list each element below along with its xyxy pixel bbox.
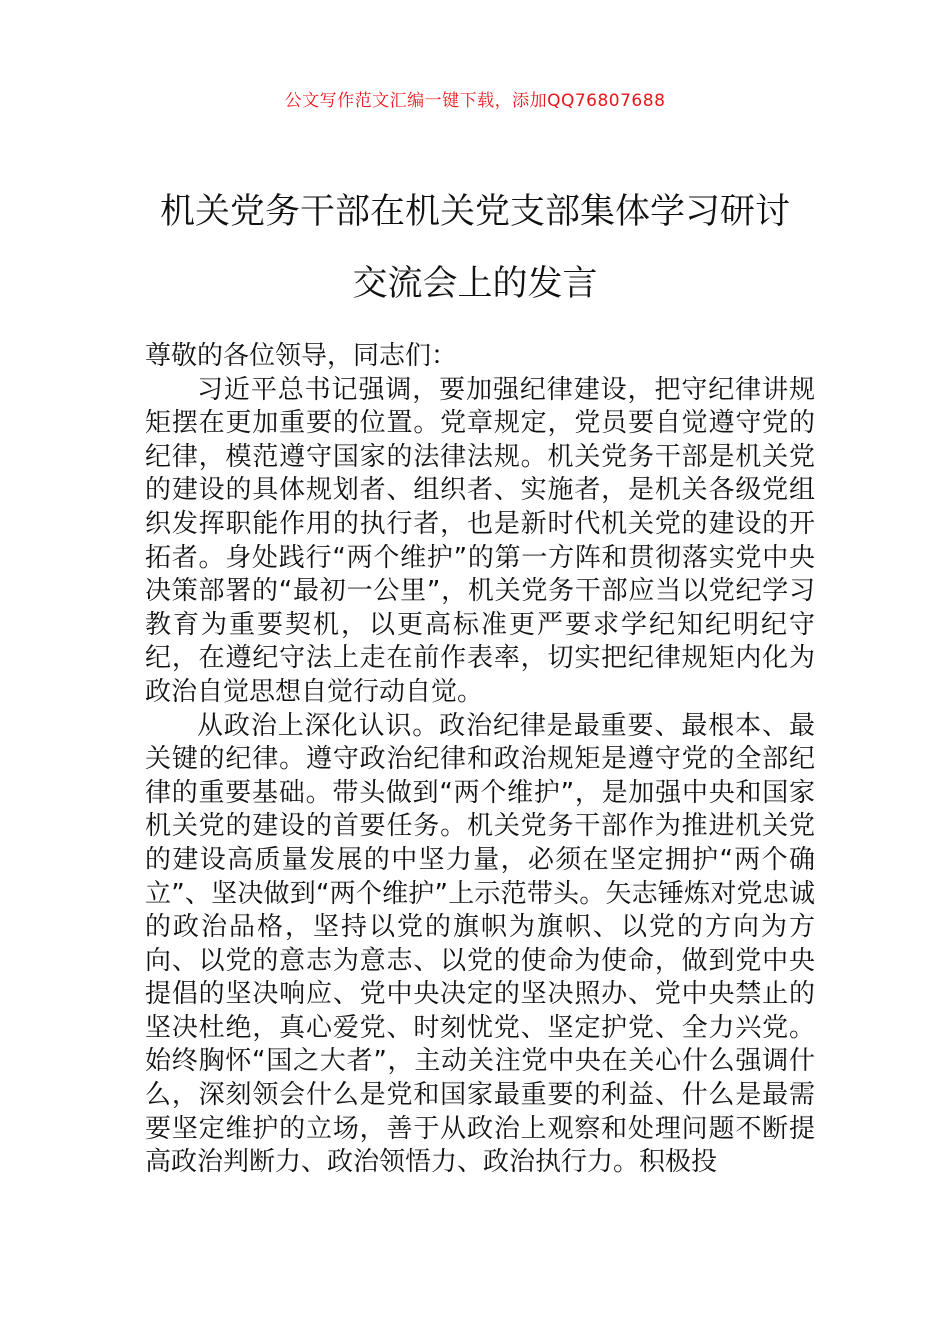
document-title <box>110 176 840 320</box>
paragraph-2: 从政治上深化认识。政治纪律是最重要、最根本、最关键的纪律。遵守政治纪律和政治规矩是遵守党的全部纪律的重要基础。带头做到“两个维护”，是加强中央和国家机关党的建设的首要任务。机关党务干部作为推进机关党的建设高质量发展的中坚力量，必须在坚定拥护“两个确立”、坚决做到“两个维护”上示范带头。矢志锤炼对党忠诚的政治品格，坚持以党的旗帜为旗帜、以党的方向为方向、以党的意志为意志、以党的使命为使命，做到党中央提倡的坚决响应、党中央决定的坚决照办、党中央禁止的坚决杜绝，真心爱党、时刻忧党、坚定护党、全力兴党。始终胸怀“国之大者”，主动关注党中央在关心什么强调什么，深刻领会什么是党和国家最重要的利益、什么是最需要坚定维护的立场，善于从政治上观察和处理问题不断提高政治判断力、政治领悟力、政治执行力。积极投 <box>145 710 815 1178</box>
document-title-line-2: 交流会上的发言 <box>352 264 598 304</box>
paragraph-1: 习近平总书记强调，要加强纪律建设，把守纪律讲规矩摆在更加重要的位置。党章规定，党员要自觉遵守党的纪律，模范遵守国家的法律法规。机关党务干部是机关党的建设的具体规划者、组织者、实施者，是机关各级党组织发挥职能作用的执行者，也是新时代机关党的建设的开拓者。身处践行“两个维护”的第一方阵和贯彻落实党中央决策部署的“最初一公里”，机关党务干部应当以党纪学习教育为重要契机，以更高标准更严要求学纪知纪明纪守纪，在遵纪守法上走在前作表率，切实把纪律规矩内化为政治自觉思想自觉行动自觉。 <box>145 374 815 707</box>
document-body <box>145 340 815 1180</box>
salutation: 尊敬的各位领导，同志们： <box>145 341 458 371</box>
header-notice: 公文写作范文汇编一键下载，添加QQ76807688 <box>284 91 666 111</box>
document-title-line-1: 机关党务干部在机关党支部集体学习研讨 <box>159 192 790 232</box>
